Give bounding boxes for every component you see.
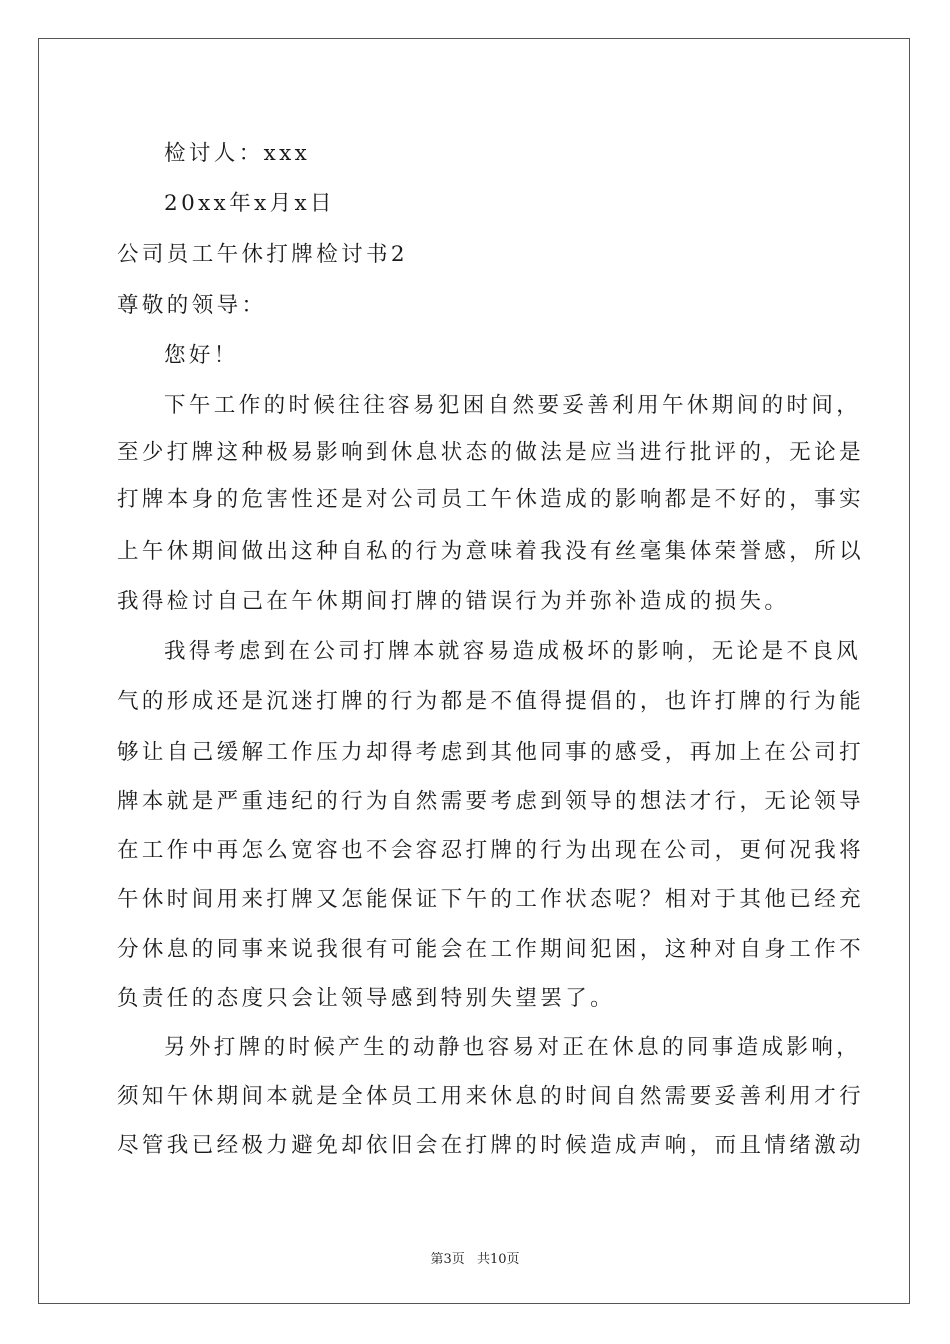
- paragraph-line: 牌本就是严重违纪的行为自然需要考虑到领导的想法才行，无论领导: [117, 789, 865, 814]
- salutation: 尊敬的领导：: [117, 293, 267, 318]
- paragraph-line: 分休息的同事来说我很有可能会在工作期间犯困，这种对自身工作不: [117, 937, 865, 962]
- page-border: [38, 38, 910, 1304]
- paragraph-line: 上午休期间做出这种自私的行为意味着我没有丝毫集体荣誉感，所以: [117, 539, 865, 564]
- paragraph-line: 打牌本身的危害性还是对公司员工午休造成的影响都是不好的，事实: [117, 487, 865, 512]
- paragraph-line: 下午工作的时候往往容易犯困自然要妥善利用午休期间的时间，: [164, 393, 862, 418]
- paragraph-line: 午休时间用来打牌又怎能保证下午的工作状态呢？相对于其他已经充: [117, 887, 865, 912]
- page-footer: [0, 1248, 950, 1267]
- paragraph-line: 在工作中再怎么宽容也不会容忍打牌的行为出现在公司，更何况我将: [117, 838, 865, 863]
- text-line-signer: 检讨人：xxx: [164, 141, 311, 166]
- paragraph-line: 须知午休期间本就是全体员工用来休息的时间自然需要妥善利用才行: [117, 1084, 865, 1109]
- paragraph-line: 至少打牌这种极易影响到休息状态的做法是应当进行批评的，无论是: [117, 440, 865, 465]
- document-title: 公司员工午休打牌检讨书2: [117, 242, 408, 267]
- paragraph-line: 另外打牌的时候产生的动静也容易对正在休息的同事造成影响，: [164, 1035, 862, 1060]
- greeting: 您好！: [164, 343, 239, 368]
- paragraph-line: 我得考虑到在公司打牌本就容易造成极坏的影响，无论是不良风: [164, 639, 862, 664]
- paragraph-line: 够让自己缓解工作压力却得考虑到其他同事的感受，再加上在公司打: [117, 740, 865, 765]
- paragraph-line: 我得检讨自己在午休期间打牌的错误行为并弥补造成的损失。: [117, 589, 790, 614]
- text-line-date: 20xx年x月x日: [164, 191, 335, 216]
- paragraph-line: 负责任的态度只会让领导感到特别失望罢了。: [117, 986, 616, 1011]
- paragraph-line: 气的形成还是沉迷打牌的行为都是不值得提倡的，也许打牌的行为能: [117, 689, 865, 714]
- paragraph-line: 尽管我已经极力避免却依旧会在打牌的时候造成声响，而且情绪激动: [117, 1133, 865, 1158]
- page-number: 第3页: [430, 1252, 465, 1267]
- page-total: 共10页: [476, 1252, 520, 1267]
